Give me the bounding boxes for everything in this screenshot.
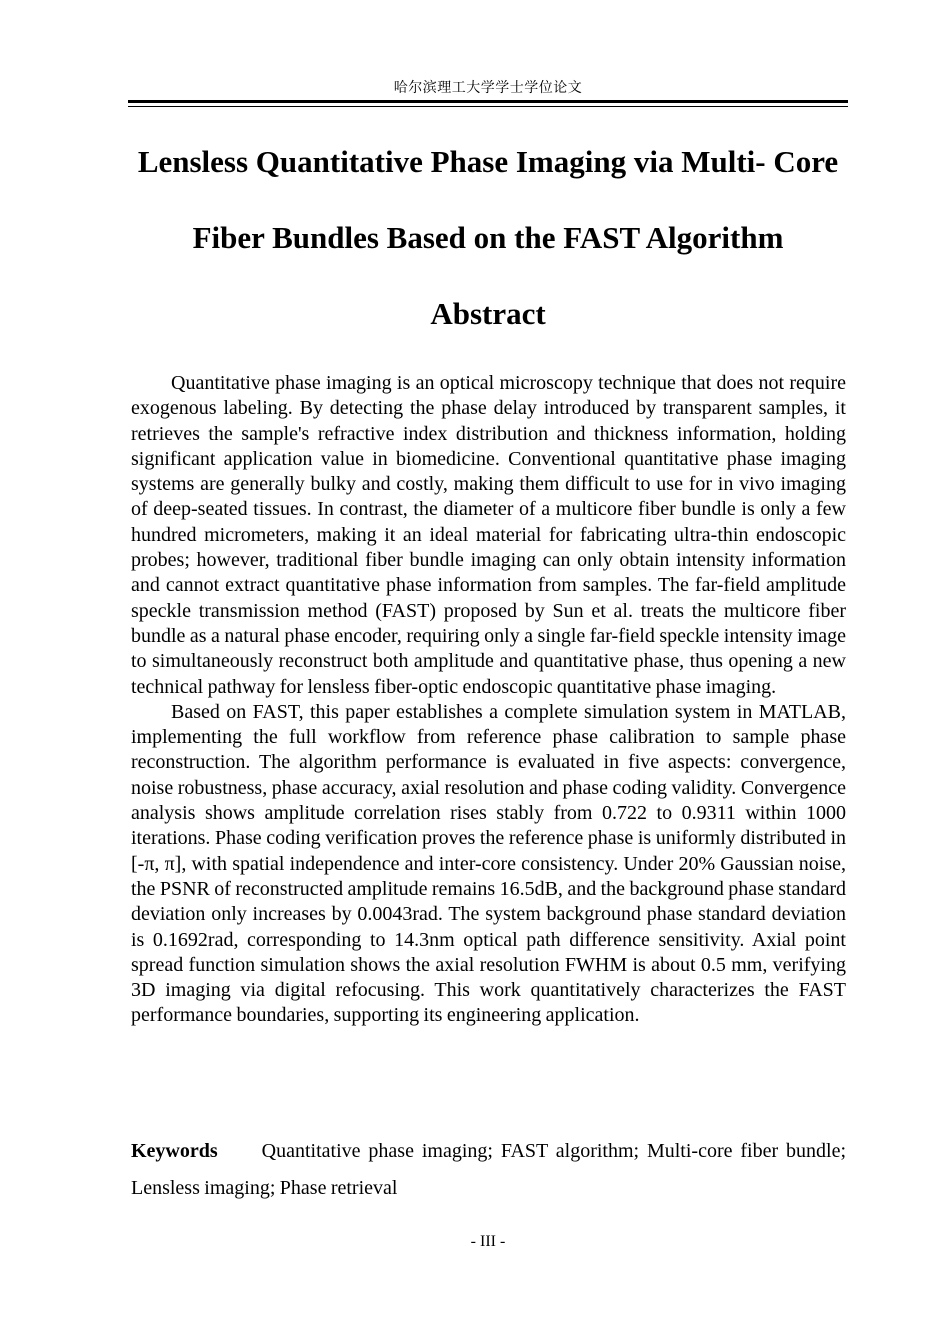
page-header: 哈尔滨理工大学学士学位论文 [393, 80, 583, 96]
thesis-title: Lensless Quantitative Phase Imaging via Multi- Core Fiber Bundles Based on the FAST Algorithm [137, 144, 839, 255]
abstract-paragraph-1: Quantitative phase imaging is an optical microscopy technique that does not require exogenous labeling. By detecting the phase delay introduced by transparent samples, it retrieves the sample's refractive index distribution and thickness information, holding significant application value in biomedicine. Conventional quantitative phase imaging systems are generally bulky and costly, making them difficult to use for in vivo imaging of deep-seated tissues. In contrast, the diameter of a multicore fiber bundle is only a few hundred micrometers, making it an ideal material for fabricating ultra-thin endoscopic probes; however, traditional fiber bundle imaging can only obtain intensity information and cannot extract quantitative phase information from samples. The far-field amplitude speckle transmission method (FAST) proposed by Sun et al. treats the multicore fiber bundle as a natural phase encoder, requiring only a single far-field speckle intensity image to simultaneously reconstruct both amplitude and quantitative phase, thus opening a new technical pathway for lensless fiber-optic endoscopic quantitative phase imaging. [131, 372, 846, 698]
header-rule-thin [128, 106, 848, 107]
header-rule-thick [128, 100, 848, 103]
keywords-line [131, 1133, 846, 1207]
keywords-text: Quantitative phase imaging; FAST algorithm; Multi-core fiber bundle; Lensless imaging; Phase retrieval [131, 1140, 846, 1199]
abstract-heading: Abstract [430, 296, 546, 331]
page-number: - III - [470, 1233, 506, 1250]
abstract-paragraph-2: Based on FAST, this paper establishes a complete simulation system in MATLAB, implementing the full workflow from reference phase calibration to sample phase reconstruction. The algorithm performance is evaluated in five aspects: convergence, noise robustness, phase accuracy, axial resolution and phase coding validity. Convergence analysis shows amplitude correlation rises stably from 0.722 to 0.9311 within 1000 iterations. Phase coding verification proves the reference phase is uniformly distributed in [-π, π], with spatial independence and inter-core consistency. Under 20% Gaussian noise, the PSNR of reconstructed amplitude remains 16.5dB, and the background phase standard deviation only increases by 0.0043rad. The system background phase standard deviation is 0.1692rad, corresponding to 14.3nm optical path difference sensitivity. Axial point spread function simulation shows the axial resolution FWHM is about 0.5 mm, verifying 3D imaging via digital refocusing. This work quantitatively characterizes the FAST performance boundaries, supporting its engineering application. [131, 700, 846, 1027]
abstract-body [131, 371, 846, 1029]
keywords-label: Keywords [131, 1140, 218, 1162]
